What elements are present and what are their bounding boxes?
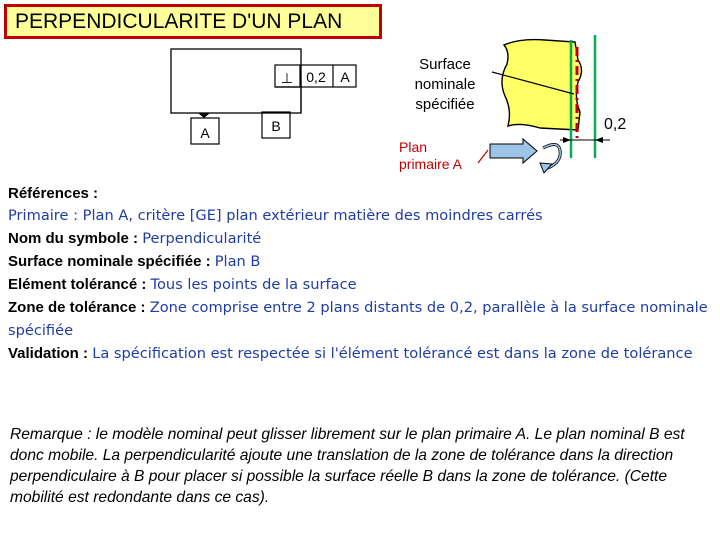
definitions-block	[8, 183, 713, 365]
validation-row: Validation : La spécification est respectée si l'élément tolérancé est dans la zone de tolérance	[8, 345, 693, 362]
tolerance-zone-row: Zone de tolérance : Zone comprise entre 2 plans distants de 0,2, parallèle à la surface nominale spécifiée	[8, 299, 708, 339]
references-heading: Références :	[8, 185, 99, 202]
symbol-name-row: Nom du symbole : Perpendicularité	[8, 230, 262, 247]
fcf-datum: A	[340, 69, 350, 85]
datum-b-label: B	[271, 118, 281, 134]
primary-plane-label: Plan primaire A	[399, 139, 463, 172]
toleranced-element-row: Elément tolérancé : Tous les points de la surface	[8, 276, 357, 293]
page-title: PERPENDICULARITE D'UN PLAN	[4, 4, 382, 39]
fcf-tolerance: 0,2	[306, 69, 326, 85]
translation-arrow-icon	[490, 139, 537, 163]
datum-a-triangle	[198, 113, 210, 118]
datum-a-label: A	[200, 125, 210, 141]
perpendicularity-diagram	[0, 0, 720, 185]
perpendicularity-symbol: ⊥	[280, 70, 294, 86]
nominal-surface-row: Surface nominale spécifiée : Plan B	[8, 253, 261, 270]
surface-nominal-label: Surface nominale spécifiée	[414, 56, 476, 113]
tolerance-value-label: 0,2	[604, 116, 627, 133]
remark-paragraph: Remarque : le modèle nominal peut glisser librement sur le plan primaire A. Le plan nominal B est donc mobile. La perpendicularité ajoute une translation de la zone de tolérance dans la direction perpendiculaire à B pour placer si possible la surface réelle B dans la zone de tolérance. (Cette mobilité est redondante dans ce cas).	[10, 426, 685, 506]
primary-reference: Primaire : Plan A, critère [GE] plan extérieur matière des moindres carrés	[8, 207, 543, 224]
